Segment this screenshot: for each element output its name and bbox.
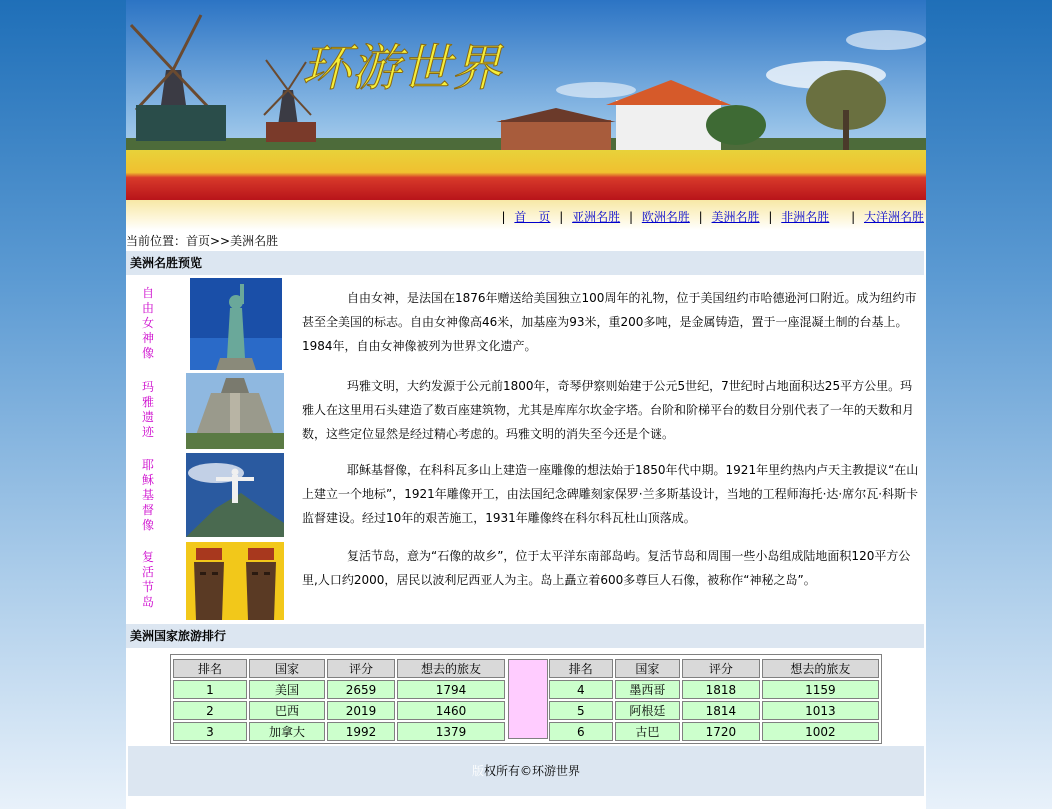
table-row (549, 680, 879, 699)
attraction-title-maya[interactable]: 玛雅遗迹 (141, 380, 154, 439)
nav-link-asia[interactable]: 亚洲名胜 (572, 210, 621, 224)
footer-copyright: 权所有©环游世界 (484, 764, 581, 778)
nav-separator: | (851, 210, 856, 224)
table-cell: 1 (173, 680, 247, 699)
table-cell: 1002 (762, 722, 879, 741)
ranking-table-right (547, 657, 881, 743)
table-row (549, 722, 879, 741)
ranking-divider (508, 659, 548, 739)
footer-prefix: 版 (471, 764, 484, 778)
table-cell: 2 (173, 701, 247, 720)
table-cell: 4 (549, 680, 613, 699)
table-cell: 1720 (682, 722, 760, 741)
table-cell: 1460 (397, 701, 505, 720)
page-container (126, 0, 926, 809)
table-cell: 美国 (249, 680, 325, 699)
table-header: 想去的旅友 (397, 659, 505, 678)
table-cell: 墨西哥 (615, 680, 681, 699)
table-header: 想去的旅友 (762, 659, 879, 678)
statue-of-liberty-image (190, 278, 282, 370)
table-cell: 巴西 (249, 701, 325, 720)
table-header: 排名 (549, 659, 613, 678)
table-cell: 1814 (682, 701, 760, 720)
nav-link-oceania[interactable]: 大洋洲名胜 (863, 210, 924, 224)
table-cell: 1159 (762, 680, 879, 699)
attraction-title-christ[interactable]: 耶稣基督像 (141, 458, 154, 532)
moai-statues-image (186, 542, 284, 620)
table-cell: 6 (549, 722, 613, 741)
attraction-text-liberty: 自由女神，是法国在1876年赠送给美国独立100周年的礼物，位于美国纽约市哈德逊河口附近。成为纽约市甚至全美国的标志。自由女神像高46米，加基座为93米，重200多吨，是金属铸造，置于一座混凝土制的台基上。1984年，自由女神像被列为世界文化遗产。 (302, 291, 917, 353)
table-header: 国家 (249, 659, 325, 678)
nav-separator: | (768, 210, 773, 224)
table-row (549, 701, 879, 720)
section-title-ranking: 美洲国家旅游排行 (126, 624, 924, 648)
header-banner (126, 0, 926, 200)
nav-link-europe[interactable]: 欧洲名胜 (641, 210, 690, 224)
nav-separator: | (698, 210, 703, 224)
attraction-title-liberty[interactable]: 自由女神像 (141, 286, 154, 360)
mayan-pyramid-image (186, 373, 284, 449)
nav-separator: | (559, 210, 564, 224)
table-header: 评分 (327, 659, 395, 678)
table-cell: 1379 (397, 722, 505, 741)
table-cell: 加拿大 (249, 722, 325, 741)
attraction-title-easter[interactable]: 复活节岛 (141, 550, 154, 609)
table-cell: 古巴 (615, 722, 681, 741)
ranking-table-left (171, 657, 507, 743)
nav-link-africa[interactable]: 非洲名胜 (781, 210, 830, 224)
table-header: 国家 (615, 659, 681, 678)
nav-separator: | (501, 210, 506, 224)
table-cell: 1794 (397, 680, 505, 699)
table-cell: 2659 (327, 680, 395, 699)
nav-separator: | (628, 210, 633, 224)
ranking-table-container (170, 654, 882, 744)
table-cell: 3 (173, 722, 247, 741)
table-header: 评分 (682, 659, 760, 678)
footer (128, 746, 924, 796)
breadcrumb: 当前位置：首页>>美洲名胜 (126, 234, 279, 248)
table-header: 排名 (173, 659, 247, 678)
table-row (173, 680, 505, 699)
table-cell: 2019 (327, 701, 395, 720)
table-cell: 5 (549, 701, 613, 720)
table-cell: 1992 (327, 722, 395, 741)
christ-redeemer-image (186, 453, 284, 537)
table-cell: 阿根廷 (615, 701, 681, 720)
attraction-text-easter: 复活节岛，意为“石像的故乡”，位于太平洋东南部岛屿。复活节岛和周围一些小岛组成陆地面积120平方公里,人口约2000，居民以波利尼西亚人为主。岛上矗立着600多尊巨人石像，被称作“神秘之岛”。 (302, 549, 911, 587)
attraction-text-maya: 玛雅文明，大约发源于公元前1800年，奇琴伊察则始建于公元5世纪，7世纪时占地面积达25平方公里。玛雅人在这里用石头建造了数百座建筑物，尤其是库库尔坎金字塔。台阶和阶梯平台的数目分别代表了一年的天数和月数，这些定位显然是经过精心考虑的。玛雅文明的消失至今还是个谜。 (302, 379, 915, 441)
table-cell: 1818 (682, 680, 760, 699)
banner-landscape-image (126, 0, 926, 200)
attraction-text-christ: 耶稣基督像，在科科瓦多山上建造一座雕像的想法始于1850年代中期。1921年里约热内卢天主教提议“在山上建立一个地标”，1921年雕像开工，由法国纪念碑雕刻家保罗·兰多斯基设计，当地的工程师海托·达·席尔瓦·科斯卡监督建设。经过10年的艰苦施工，1931年雕像终在科尔科瓦杜山顶落成。 (302, 463, 919, 525)
table-row (173, 722, 505, 741)
nav-items (497, 208, 924, 225)
section-title-preview: 美洲名胜预览 (126, 251, 924, 275)
top-navigation (126, 200, 926, 230)
banner-title: 环游世界 (301, 39, 501, 97)
nav-link-americas[interactable]: 美洲名胜 (711, 210, 760, 224)
nav-link-home[interactable]: 首 页 (514, 210, 551, 224)
table-row (173, 701, 505, 720)
table-cell: 1013 (762, 701, 879, 720)
